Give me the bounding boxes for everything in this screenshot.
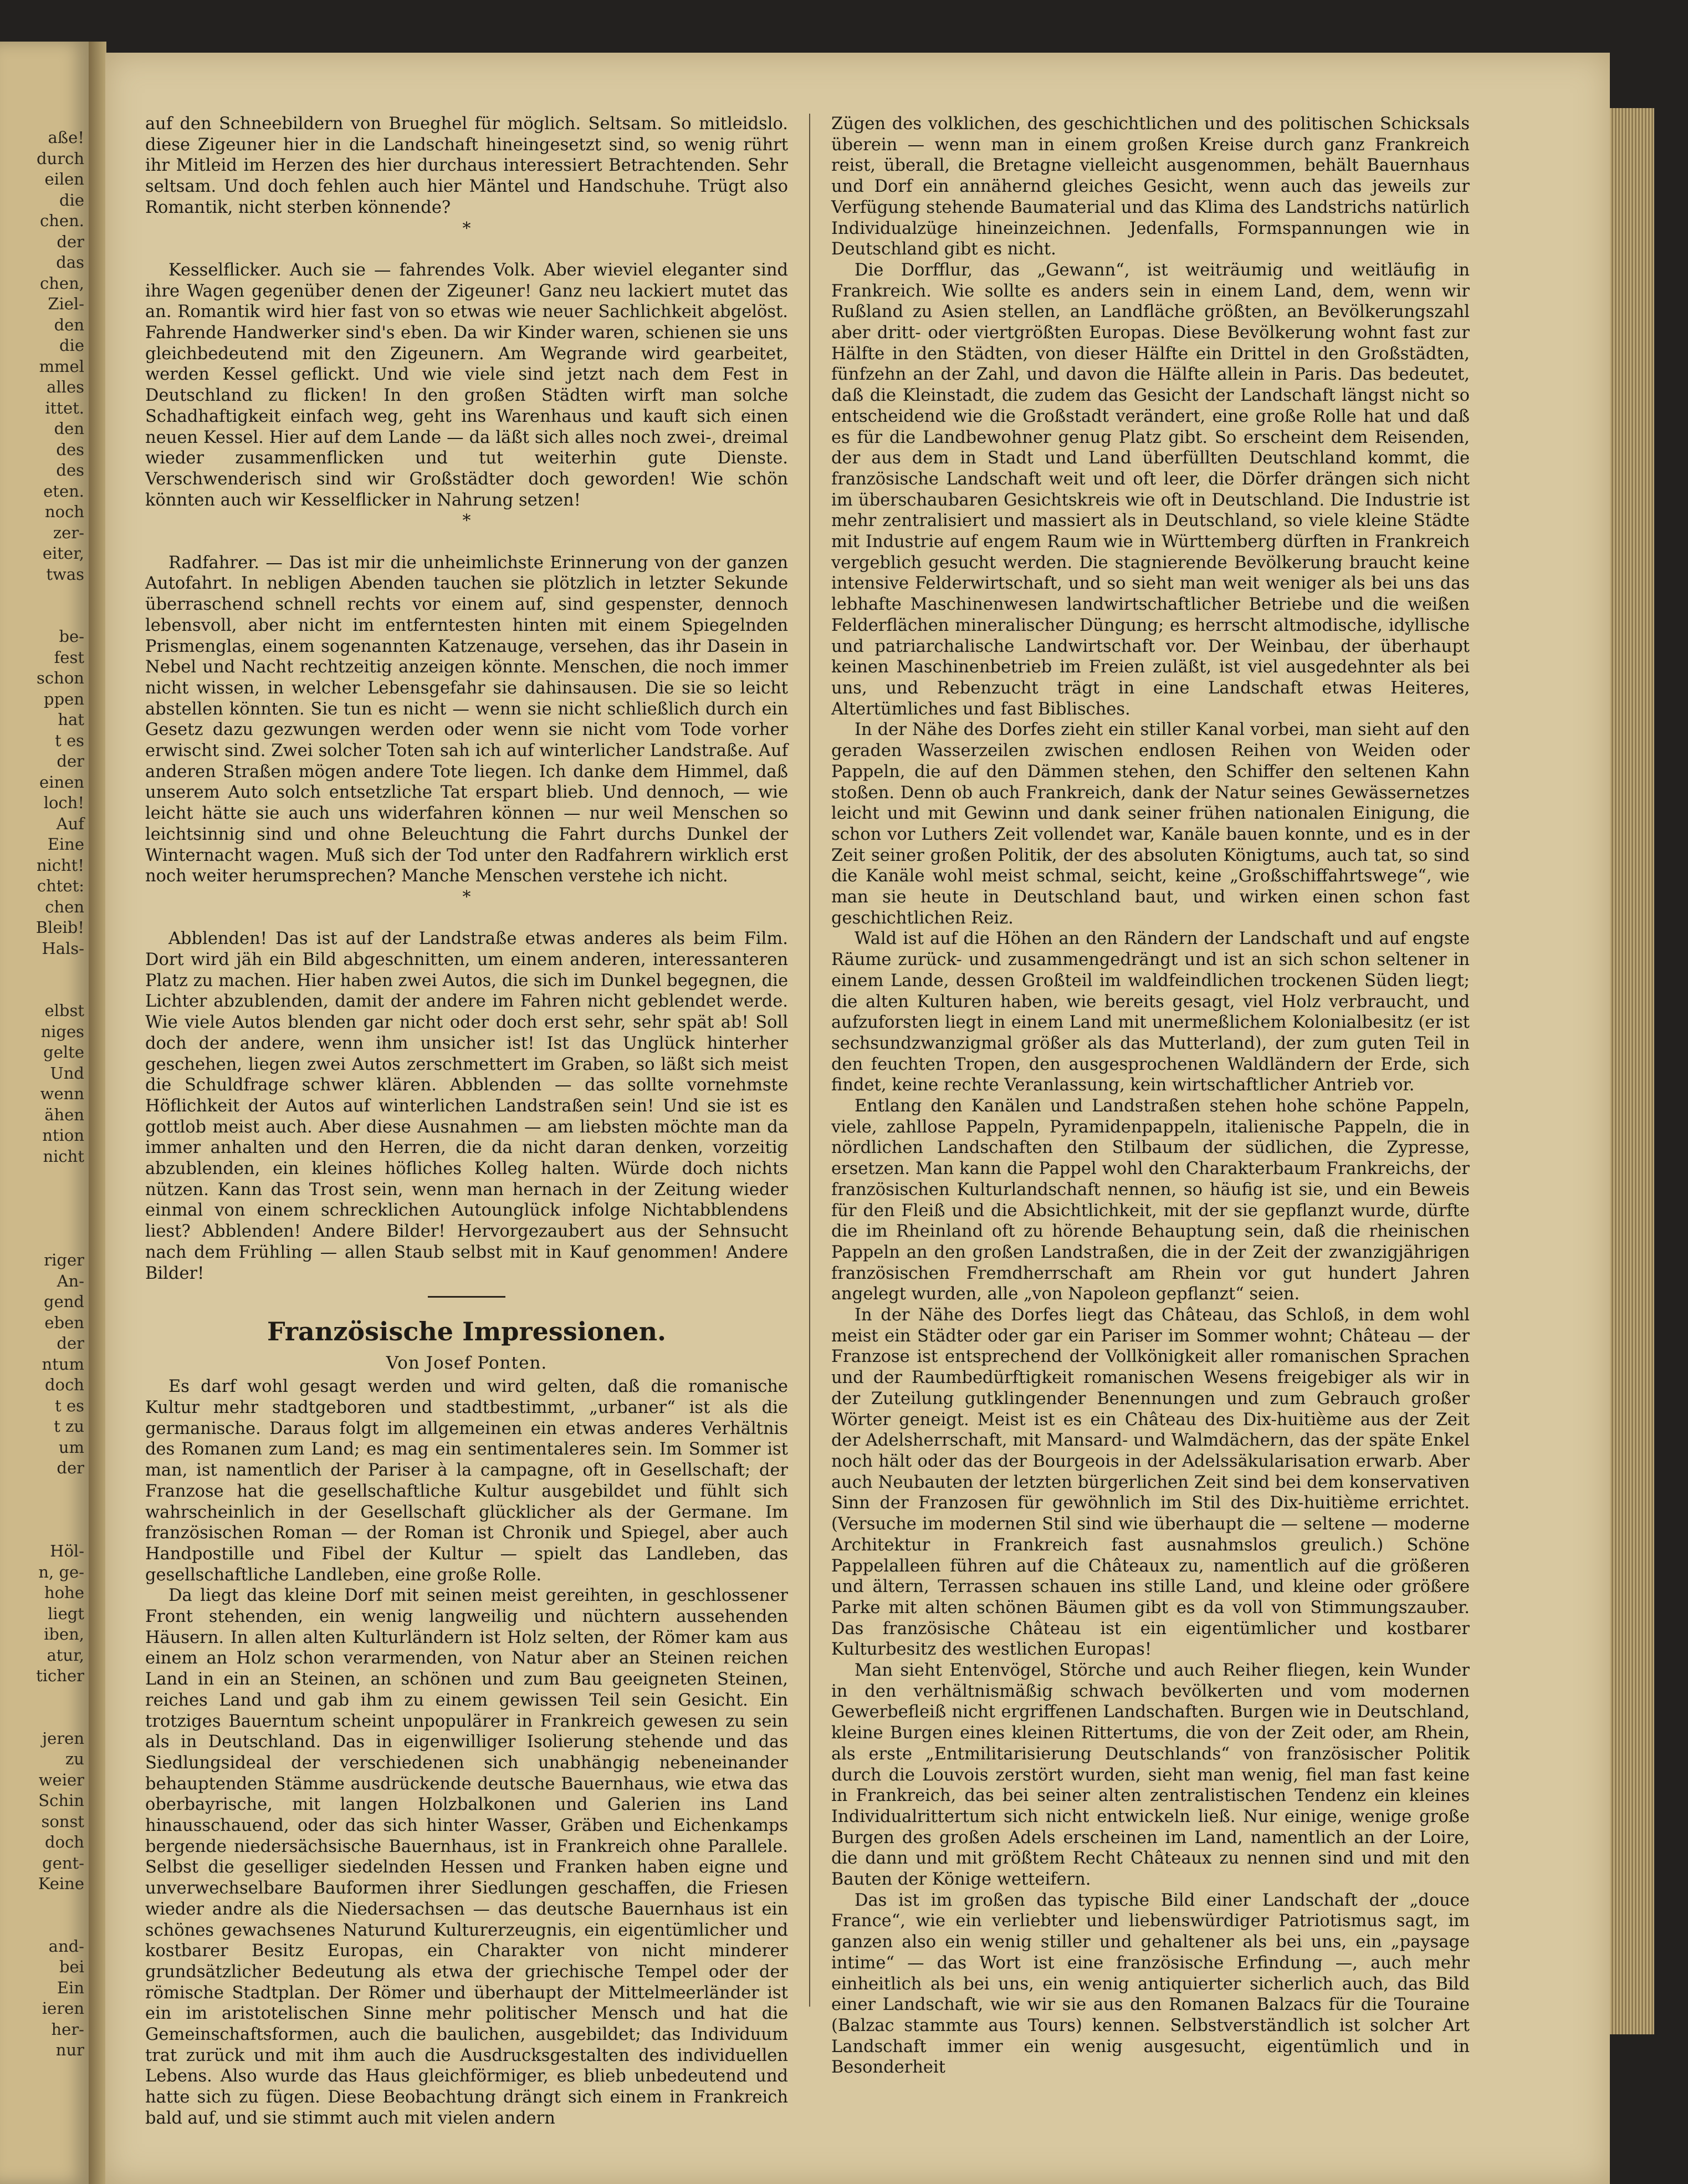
previous-page-fragment: mmel xyxy=(39,356,84,376)
section-separator: * xyxy=(462,887,471,907)
previous-page-fragment: das xyxy=(56,253,84,272)
previous-page-fragment: ntum xyxy=(42,1354,84,1374)
previous-page-fragment: chen. xyxy=(40,211,84,230)
previous-page-fragment: des xyxy=(56,440,84,459)
paragraph: auf den Schneebildern von Brueghel für möglich. Seltsam. So mitleidslo. diese Zigeuner hier in die Landschaft hineingesetzt sind, so wenig rührt ihr Mitleid im Herzen des hier durchaus interessiert Betrachtenden. Sehr seltsam. Und doch fehlen auch hier Mäntel und Handschuhe. Trügt also Romantik, nicht sterben könnende? xyxy=(145,114,788,217)
previous-page-fragment: Ein xyxy=(57,1978,84,1997)
previous-page-fragment: ntion xyxy=(42,1126,84,1145)
previous-page-fragment: riger xyxy=(44,1251,84,1269)
previous-page-fragment: bei xyxy=(59,1957,84,1976)
previous-page-fragment: niges xyxy=(40,1022,84,1041)
previous-page-fragment: gend xyxy=(44,1292,84,1311)
previous-page-fragment: t es xyxy=(55,731,84,750)
previous-page-fragment: iben, xyxy=(44,1625,84,1644)
paragraph: Radfahrer. — Das ist mir die unheimlichste Erinnerung von der ganzen Autofahrt. In nebligen Abenden tauchen sie plötzlich in letzter Sekunde überraschend schnell rechts vor einem auf, sind gespenster, dennoch lebensvoll, aber nicht im entferntesten hinten mit einem Spiegelnden Prismenglas, einem sogenannten Katzenauge, versehen, das ihr Dasein in Nebel und Nacht rechtzeitig anzeigen könnte. Menschen, die noch immer nicht wissen, in welcher Lebensgefahr sie dahinsausen. Die sie so leicht abstellen könnten. Sie tun es nicht — wenn sie nicht schließlich durch ein Gesetz dazu gezwungen werden oder wenn sie nicht vom Tode vorher erwischt sind. Zwei solcher Toten sah ich auf winterlicher Landstraße. Auf anderen Straßen mögen andere Tote liegen. Ich danke dem Himmel, daß unserem Auto solch entsetzliche Tat erspart blieb. Und dennoch, — wie leicht hätte sie auch uns widerfahren können — nur weil Menschen so leichtsinnig sind und ohne Beleuchtung die Fahrt durchs Dunkel der Winternacht wagen. Muß sich der Tod unter den Radfahrern wirklich erst noch weiter herumsprechen? Manche Menschen verstehe ich nicht. xyxy=(145,553,788,886)
paragraph: Abblenden! Das ist auf der Landstraße etwas anderes als beim Film. Dort wird jäh ein Bild abgeschnitten, um einem anderen, interessanteren Platz zu machen. Hier haben zwei Autos, die sich im Dunkel begegnen, die Lichter abzublenden, damit der andere im Fahren nicht geblendet werde. Wie viele Autos blenden gar nicht oder doch erst sehr, sehr spät ab! Soll doch der andere, wenn ihm unsicher ist! Ist das Unglück hinterher geschehen, liegen zwei Autos zerschmettert im Graben, so läßt sich meist die Schuldfrage schwer klären. Abblenden — das sollte vornehmste Höflichkeit der Autos auf winterlichen Landstraßen sein! Und sie ist es gottlob meist auch. Aber diese Ausnahmen — am liebsten möchte man da immer anhalten und den Herren, die da nicht daran denken, vorzeitig abzublenden, ein kleines höfliches Kolleg halten. Würde doch nichts nützen. Kann das Trost sein, wenn man hernach in der Zeitung wieder einmal von einem schrecklichen Autounglück infolge Nichtabblendens liest? Abblenden! Andere Bilder! Hervorgezaubert aus der Sehnsucht nach dem Frühling — allen Staub selbst mit in Kauf genommen! Andere Bilder! xyxy=(145,929,788,1283)
previous-page-fragment: eben xyxy=(44,1313,84,1332)
previous-page-fragment: liegt xyxy=(48,1604,84,1623)
previous-page-fragment: nur xyxy=(55,2040,84,2059)
previous-page-fragment: der xyxy=(57,752,84,770)
previous-page-edge xyxy=(0,42,89,2184)
paragraph: Kesselflicker. Auch sie — fahrendes Volk. Aber wieviel eleganter sind ihre Wagen gegenüber denen der Zigeuner! Ganz neu lackiert mutet das an. Romantik wird hier fast von so etwas wie neuer Sachlichkeit abgelöst. Fahrende Handwerker sind's eben. Da wir Kinder waren, schienen sie uns gleichbedeutend mit den Zigeunern. Am Wegrande wird gearbeitet, werden Kessel geflickt. Und wie viele sind jetzt nach dem Fest in Deutschland zu flicken! In den großen Städten wirft man solche Schadhaftigkeit einfach weg, geht ins Warenhaus und kauft sich einen neuen Kessel. Hier auf dem Lande — da läßt sich alles noch zwei-, dreimal wieder zusammenflicken und tut weiterhin gute Dienste. Verschwenderisch sind wir Großstädter doch geworden! Wie schön könnten auch wir Kesselflicker in Nahrung setzen! xyxy=(145,260,788,510)
previous-page-fragment: loch! xyxy=(43,793,84,812)
previous-page-fragment: hohe xyxy=(44,1583,84,1602)
paragraph: Da liegt das kleine Dorf mit seinen meist gereihten, in geschlossener Front stehenden, ein wenig langweilig und nüchtern aussehenden Häusern. In allen alten Kulturländern ist Holz selten, der Römer kam aus einem an Holz schon verarmenden, von Natur aber an Steinen reichen Land in ein an Steinen, an schönen und zum Bau geeigneten Steinen, reiches Land und gab ihm zu einem gewissen Teil sein Gesicht. Ein trotziges Bauerntum scheint unpopulärer in Frankreich gewesen zu sein als in Deutschland. Das in eigenwilliger Isolierung stehende und das Siedlungsideal der verschiedenen sich unabhängig nebeneinander behauptenden Stämme ausdrückende deutsche Bauernhaus, wie etwa das oberbayrische, mit langen Holzbalkonen und Galerien ins Land hinausschauend, oder das sich hinter Wasser, Gräben und Eichenkamps bergende niedersächsische Bauernhaus, ist in Frankreich ohne Parallele. Selbst die geselliger siedelnden Hessen und Franken haben eigne und unverwechselbare Bauformen ihrer Siedlungen geschaffen, die Friesen wieder andre als die Niedersachsen — das deutsche Bauernhaus ist ein schönes gewachsenes Naturund Kulturerzeugnis, ein eigentümlicher und kostbarer Besitz Europas, ein Charakter von nicht minderer grundsätzlicher Bedeutung als etwa der griechische Tempel oder der römische Stadtplan. Der Römer und überhaupt der Mittelmeerländer ist ein im aristotelischen Sinne mehr politischer Mensch und hat die Gemeinschaftsformen, auch die baulichen, ausgebildet; das Individuum trat zurück und mit ihm auch die Ausdrucksgestalten des individuellen Lebens. Also wurde das Haus gleichförmiger, es blieb unbedeutend und hatte sich zu fügen. Diese Beobachtung drängt sich einem in Frankreich bald auf, und sie stimmt auch mit vielen andern xyxy=(145,1586,788,2128)
previous-page-fragment: weier xyxy=(38,1770,84,1789)
previous-page-fragment: der xyxy=(57,232,84,251)
previous-page-fragment: gelte xyxy=(43,1043,84,1062)
previous-page-fragment: twas xyxy=(46,564,84,584)
previous-page-fragment: nicht! xyxy=(36,855,84,875)
previous-page-fragment: fest xyxy=(54,647,84,667)
right-column xyxy=(831,114,1470,2078)
previous-page-fragment: nicht xyxy=(43,1146,84,1166)
previous-page-fragment: doch xyxy=(45,1375,84,1394)
divider xyxy=(428,1296,505,1298)
previous-page-fragment: Auf xyxy=(56,814,84,833)
page-stack-edges xyxy=(1610,108,1654,2034)
previous-page-fragment: chen xyxy=(45,897,84,916)
paragraph: In der Nähe des Dorfes liegt das Château, das Schloß, in dem wohl meist ein Städter oder gar ein Pariser im Sommer wohnt; Château — der Franzose ist entsprechend der Vollkönigkeit aller romanischen Sprachen und der Raumbedürftigkeit romanischen Wesens freigebiger als wir in der Zuteilung gutklingender Benennungen und zum Gebrauch großer Wörter geneigt. Meist ist es ein Château des Dix-huitième aus der Zeit der Adelsherrschaft, mit Mansard- und Walmdächern, das der späte Enkel noch hält oder das der Bourgeois in der Adelssäkularisation erwarb. Aber auch Neubauten der letzten bürgerlichen Zeit sind bei dem konservativen Sinn der Franzosen für gewöhnlich im Stil des Dix-huitième errichtet. (Versuche im modernen Stil sind wie überhaupt die — seltene — moderne Architektur in Frankreich fast ausnahmslos greulich.) Schöne Pappelalleen führen auf die Châteaux zu, namentlich auf die größeren und ältern, Terrassen schauen ins stille Land, und kleine oder größere Parke mit alten schönen Bäumen gibt es da voll von Stimmungszauber. Das französische Château ist ein eigentümlicher und kostbarer Kulturbesitz des westlichen Europas! xyxy=(831,1305,1470,1660)
paragraph: Wald ist auf die Höhen an den Rändern der Landschaft und auf engste Räume zurück- und zusammengedrängt und ist an sich schon seltener in einem Lande, dessen Großteil im waldfeindlichen trockenen Süden liegt; die alten Kulturen haben, wie bereits gesagt, viel Holz verbraucht, und aufzuforsten liegt in einem Land mit unermeßlichem Kolonialbesitz (er ist sechsundzwanzigmal größer als das Mutterland), der zum guten Teil in den feuchten Tropen, den ausgesprochenen Waldländern der Erde, sich findet, keine rechte Veranlassung, kein wirtschaftlicher Antrieb vor. xyxy=(831,929,1470,1095)
previous-page-fragment: alles xyxy=(47,377,84,396)
previous-page-fragment: jeren xyxy=(42,1728,84,1748)
previous-page-fragment: gent- xyxy=(42,1853,84,1872)
paragraph: In der Nähe des Dorfes zieht ein stiller Kanal vorbei, man sieht auf den geraden Wasserzeilen zwischen endlosen Reihen von Weiden oder Pappeln, die auf den Dämmen stehen, den Schiffer den seltenen Kahn stoßen. Denn ob auch Frankreich, dank der Natur seines Gewässernetzes leicht und mit Gewinn und dank seiner frühen nationalen Einigung, die schon vor Luthers Zeit vollendet war, Kanäle bauen konnte, und es in der Zeit seiner großen Politik, der des absoluten Königtums, auch tat, so sind die Kanäle wohl meist schmal, seicht, keine „Großschiffahrtswege“, wie man sie heute in Deutschland baut, und wirken einen schon fast geschichtlichen Reiz. xyxy=(831,720,1470,928)
previous-page-fragment: elbst xyxy=(44,1001,84,1020)
book-gutter xyxy=(89,42,106,2184)
previous-page-fragment: Höl- xyxy=(50,1542,84,1560)
previous-page-fragment: wenn xyxy=(40,1084,84,1103)
previous-page-fragment: noch xyxy=(44,502,84,521)
previous-page-fragment: eilen xyxy=(44,170,84,188)
previous-page-fragment: aße! xyxy=(48,128,84,147)
previous-page-fragment: eten. xyxy=(43,481,84,501)
previous-page-fragment: Hals- xyxy=(42,938,84,958)
previous-page-fragment: eiter, xyxy=(42,544,84,563)
previous-page-fragment: die xyxy=(59,190,84,210)
previous-page-fragment: der xyxy=(57,1458,84,1477)
previous-page-fragment: die xyxy=(59,336,84,355)
previous-page-fragment: um xyxy=(58,1437,84,1457)
previous-page-fragment: ähen xyxy=(44,1105,84,1124)
previous-page-fragment: durch xyxy=(36,149,84,168)
previous-page-fragment: zu xyxy=(65,1749,84,1768)
previous-page-fragment: and- xyxy=(48,1936,84,1956)
previous-page-fragment: be- xyxy=(59,627,84,646)
previous-page-fragment: ittet. xyxy=(45,398,84,417)
paragraph: Zügen des volklichen, des geschichtlichen und des politischen Schicksals überein — wenn man in einem großen Kreise durch ganz Frankreich reist, überall, die Bretagne vielleicht ausgenommen, behält Bauernhaus und Dorf ein annähernd gleiches Gesicht, wenn auch das jeweils zur Verfügung stehende Baumaterial und das Klima des Landstrichs natürlich Individualzüge hineinzeichnen. Jedenfalls, Formspannungen wie in Deutschland gibt es nicht. xyxy=(831,114,1470,259)
previous-page-fragment: ieren xyxy=(42,1999,84,2018)
previous-page-fragment: den xyxy=(54,315,84,334)
article-title: Französische Impressionen. xyxy=(267,1316,667,1347)
previous-page-fragment: Ziel- xyxy=(48,294,84,313)
previous-page-fragment: der xyxy=(57,1334,84,1353)
previous-page-fragment: des xyxy=(56,461,84,479)
previous-page-fragment: sonst xyxy=(41,1812,84,1831)
previous-page-fragment: ticher xyxy=(36,1666,84,1685)
previous-page-fragment: ppen xyxy=(44,689,84,708)
previous-page-fragment: atur, xyxy=(47,1645,84,1665)
paragraph: Man sieht Entenvögel, Störche und auch Reiher fliegen, kein Wunder in den verhältnismäßig schwach bevölkerten und vom modernen Gewerbefleiß nicht ergriffenen Landschaften. Burgen wie in Deutschland, kleine Burgen eines kleinen Rittertums, die von der Zeit oder, am Rhein, als erste „Entmilitarisierung Deutschlands“ von französischer Politik durch die Louvois zerstört wurden, sieht man wenig, fiel man fast keine in Frankreich, das bei seiner alten zentralistischen Tendenz ein kleines Individualrittertum sich nicht entwickeln ließ. Nur einige, wenige große Burgen des großen Adels erscheinen im Land, namentlich an der Loire, die dann und mit größtem Recht Châteaux zu nennen sind und mit den Bauten der Könige wetteifern. xyxy=(831,1661,1470,1890)
previous-page-fragment: chen, xyxy=(40,273,84,293)
previous-page-fragment: doch xyxy=(45,1833,84,1851)
byline: Von Josef Ponten. xyxy=(386,1353,548,1374)
column-divider xyxy=(809,114,810,2007)
paragraph: Es darf wohl gesagt werden und wird gelten, daß die romanische Kultur mehr stadtgeboren und stadtbestimmt, „urbaner“ ist als die germanische. Daraus folgt im allgemeinen ein etwas anderes Verhältnis des Romanen zum Land; es mag ein sentimentaleres sein. Im Sommer ist man, ist namentlich der Pariser à la campagne, oft in Gesellschaft; der Franzose hat die gesellschaftliche Kultur ausgebildet und fühlt sich wahrscheinlich in der Gesellschaft glücklicher als der Germane. Im französischen Roman — der Roman ist Chronik und Spiegel, aber auch Handpostille und Fibel der Kultur — spielt das Landleben, das gesellschaftliche Landleben, eine große Rolle. xyxy=(145,1377,788,1585)
previous-page-fragment: schon xyxy=(37,669,84,687)
previous-page-fragment: einen xyxy=(39,772,84,792)
previous-page-fragment: chtet: xyxy=(37,876,84,895)
previous-page-fragment: her- xyxy=(51,2019,84,2039)
paragraph: Die Dorfflur, das „Gewann“, ist weiträumig und weitläufig in Frankreich. Wie sollte es anders sein in einem Land, dem, wenn wir Rußland zu Asien stellen, an Landfläche größten, an Bevölkerungszahl aber dritt- oder viertgrößten Europas. Diese Bevölkerung wohnt fast zur Hälfte in den Städten, von dieser Hälfte ein Drittel in den Großstädten, fünfzehn an der Zahl, und davon die Hälfte allein in Paris. Das bedeutet, daß die Kleinstadt, die zudem das Gesicht der Landschaft längst nicht so entscheidend wie die Großstadt verändert, eine große Rolle hat und daß es für die Landbewohner genug Platz gibt. So erscheint dem Reisenden, der aus dem in Stadt und Land überfüllten Deutschland kommt, die französische Landschaft weit und oft leer, die Dörfer drängen sich nicht im überschaubaren Gesichtskreis wie oft in Deutschland. Die Industrie ist mehr zentralisiert und massiert als in Deutschland, so viele kleine Städte mit Industrie auf engem Raum wie in Württemberg dürften in Frankreich vergeblich gesucht werden. Die stagnierende Bevölkerung braucht keine intensive Felderwirtschaft, und so sieht man weit weniger als bei uns das lebhafte Maschinenwesen landwirtschaftlicher Betriebe und die weißen Felderflächen mineralischer Düngung; es herrscht altmodische, idyllische und patriarchalische Landwirtschaft vor. Der Weinbau, der überhaupt keinen Maschinenbetrieb im Freien zuläßt, ist viel ausgedehnter als bei uns, und Rebenzucht trägt in eine Landschaft etwas Heiteres, Altertümliches und fast Biblisches. xyxy=(831,260,1470,719)
paragraph: Entlang den Kanälen und Landstraßen stehen hohe schöne Pappeln, viele, zahllose Pappeln, Pyramidenpappeln, italienische Pappeln, die in nördlichen Landschaften den Stilbaum der südlichen, die Zypresse, ersetzen. Man kann die Pappel wohl den Charakterbaum Frankreichs, der französischen Kulturlandschaft nennen, so häufig ist sie, und ein Beweis für den Fleiß und die Absichtlichkeit, mit der sie gepflanzt wurde, dürfte die im Rheinland oft zu hörende Behauptung sein, daß die rheinischen Pappeln an den großen Landstraßen, die in der Zeit der zwanzigjährigen französischen Fremdherrschaft am Rhein vor gut hundert Jahren angelegt wurden, alle „von Napoleon gepflanzt“ seien. xyxy=(831,1096,1470,1304)
previous-page-fragment: Keine xyxy=(38,1874,84,1893)
previous-page-fragment: den xyxy=(54,419,84,438)
previous-page-fragment: Eine xyxy=(47,835,84,854)
previous-page-fragment: hat xyxy=(58,710,84,729)
previous-page-fragment: t es xyxy=(55,1396,84,1415)
previous-page-fragment: n, ge- xyxy=(38,1562,84,1581)
previous-page-fragment: Bleib! xyxy=(35,918,84,937)
left-column xyxy=(145,114,788,2129)
previous-page-fragment: Und xyxy=(50,1063,84,1083)
previous-page-fragment: An- xyxy=(57,1271,84,1290)
previous-page-fragment: Schin xyxy=(38,1791,84,1810)
section-separator: * xyxy=(462,218,471,238)
previous-page-fragment: zer- xyxy=(53,523,84,542)
section-separator: * xyxy=(462,511,471,531)
previous-page-fragment: t zu xyxy=(54,1417,84,1436)
paragraph: Das ist im großen das typische Bild einer Landschaft der „douce France“, wie ein verliebter und liebenswürdiger Patriotismus sagt, im ganzen also ein wenig stiller und gehaltener als bei uns, ein „paysage intime“ — das Wort ist eine französische Erfindung —, auch mehr einheitlich als bei uns, ein wenig antiquierter sicherlich auch, das Bild einer Landschaft, wie wir sie aus den Romanen Balzacs für die Touraine (Balzac stammte aus Tours) kennen. Selbstverständlich ist solcher Art Landschaft immer ein wenig ausgesucht, eigentümlich und in Besonderheit xyxy=(831,1890,1470,2078)
